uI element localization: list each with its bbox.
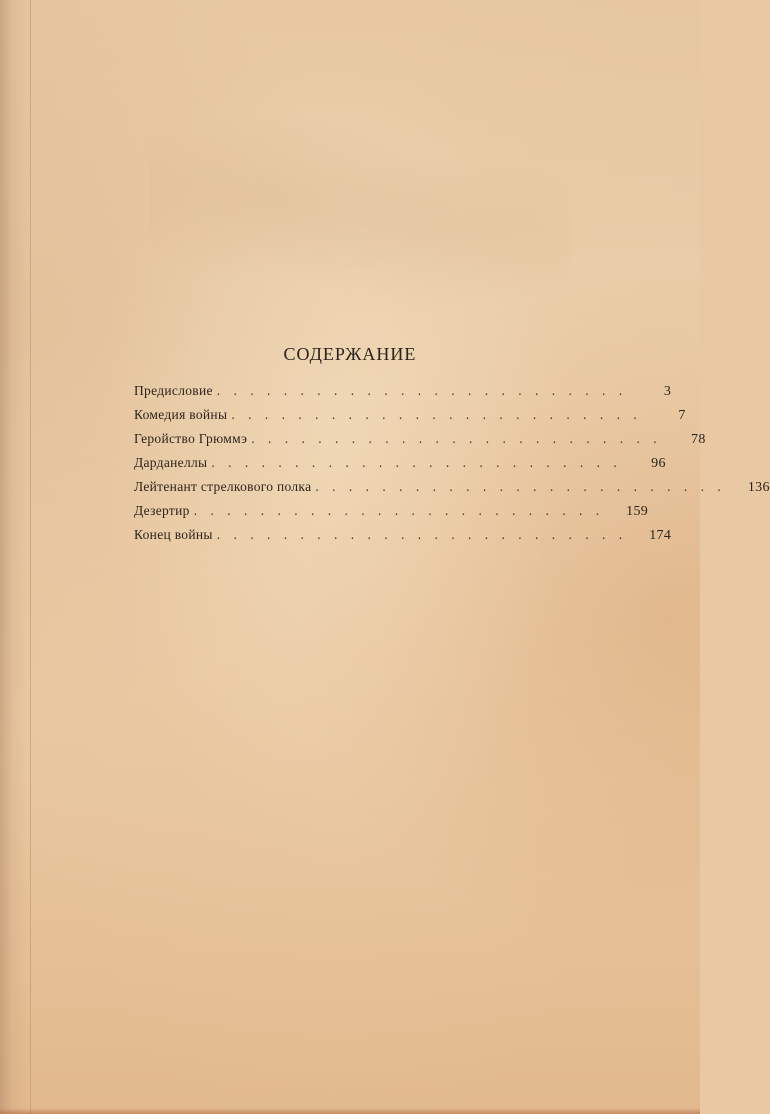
toc-entry-title: Лейтенант стрелкового полка: [134, 479, 312, 494]
table-of-contents: [134, 383, 770, 551]
toc-entry: [134, 503, 649, 527]
toc-entry: [134, 455, 666, 479]
toc-entry: [134, 383, 672, 407]
toc-dot-leader: . . . . . . . . . . . . . . . . . . . . . . . . .: [231, 407, 642, 422]
toc-dot-leader: . . . . . . . . . . . . . . . . . . . . . . . . .: [315, 479, 726, 494]
page-bottom-edge: [0, 1108, 700, 1114]
toc-entry: [134, 431, 706, 455]
toc-dot-leader: . . . . . . . . . . . . . . . . . . . . . . . . .: [216, 527, 628, 542]
toc-page-number: 3: [663, 384, 672, 399]
toc-page-number: 96: [651, 456, 666, 471]
toc-entry-title: Конец войны: [134, 527, 213, 542]
toc-entry-title: Геройство Грюммэ: [134, 431, 248, 446]
show-through-stain: [150, 110, 570, 330]
page-gutter-shadow: [0, 0, 28, 1114]
toc-entry: [134, 407, 686, 431]
toc-page-number: 136: [747, 480, 770, 495]
toc-entry-title: Дезертир: [134, 503, 190, 518]
toc-entry-title: Комедия войны: [134, 407, 228, 422]
toc-dot-leader: . . . . . . . . . . . . . . . . . . . . . . . . .: [193, 503, 605, 518]
toc-entry-title: Дарданеллы: [134, 455, 208, 470]
page-fold-line: [30, 0, 31, 1114]
toc-page-number: 174: [649, 528, 672, 543]
toc-dot-leader: . . . . . . . . . . . . . . . . . . . . . . . . .: [216, 383, 628, 398]
toc-dot-leader: . . . . . . . . . . . . . . . . . . . . . . . . .: [211, 455, 622, 470]
contents-title: СОДЕРЖАНИЕ: [283, 344, 417, 364]
toc-entry-title: Предисловие: [134, 383, 213, 398]
toc-dot-leader: . . . . . . . . . . . . . . . . . . . . . . . . .: [251, 431, 662, 446]
toc-page-number: 7: [678, 408, 686, 423]
toc-entry: [134, 527, 672, 551]
toc-page-number: 78: [691, 432, 706, 447]
toc-page-number: 159: [626, 504, 649, 519]
toc-entry: [134, 479, 770, 503]
